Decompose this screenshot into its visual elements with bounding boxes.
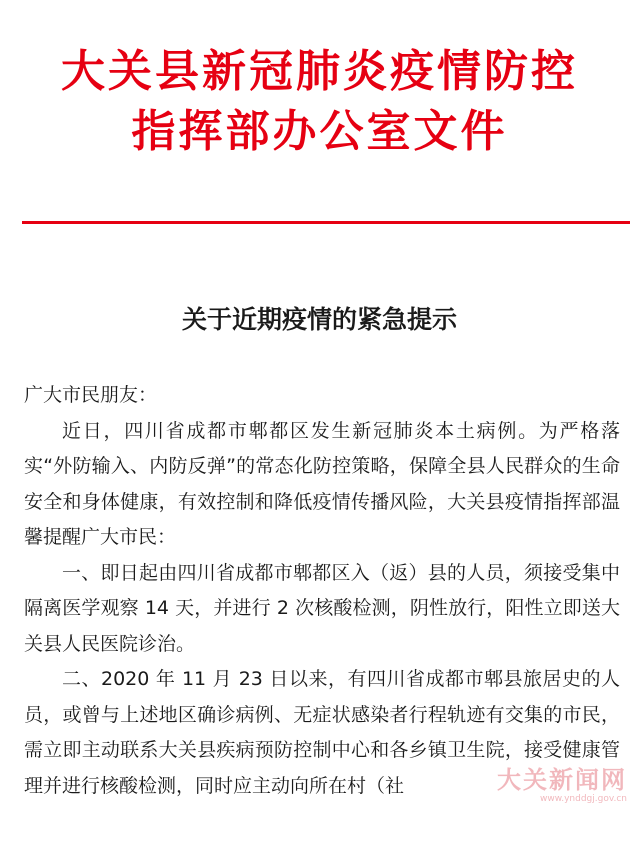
document-body [24, 378, 620, 804]
document-header-title-line1: 大关县新冠肺炎疫情防控 [61, 46, 578, 97]
paragraph-intro: 近日，四川省成都市郫都区发生新冠肺炎本土病例。为严格落实“外防输入、内防反弹”的常态化防控策略，保障全县人民群众的生命安全和身体健康，有效控制和降低疫情传播风险，大关县疫情指挥部温馨提醒广大市民： [24, 419, 620, 548]
salutation: 广大市民朋友： [24, 384, 158, 406]
watermark-site-name: 大关新闻网 [497, 765, 627, 794]
paragraph-item-2: 二、2020 年 11 月 23 日以来，有四川省成都市郫县旅居史的人员，或曾与上述地区确诊病例、无症状感染者行程轨迹有交集的市民，需立即主动联系大关县疾病预防控制中心和各乡镇卫生院，接受健康管理并进行核酸检测，同时应主动向所在村（社 [24, 668, 620, 797]
paragraph-item-1: 一、即日起由四川省成都市郫都区入（返）县的人员，须接受集中隔离医学观察 14 天，并进行 2 次核酸检测，阴性放行，阳性立即送大关县人民医院诊治。 [24, 561, 620, 655]
header-red-divider [22, 221, 630, 224]
document-header-title-line2: 指挥部办公室文件 [131, 106, 508, 157]
document-subject: 关于近期疫情的紧急提示 [181, 305, 457, 334]
watermark-url: www.ynddgj.gov.cn [539, 794, 627, 804]
